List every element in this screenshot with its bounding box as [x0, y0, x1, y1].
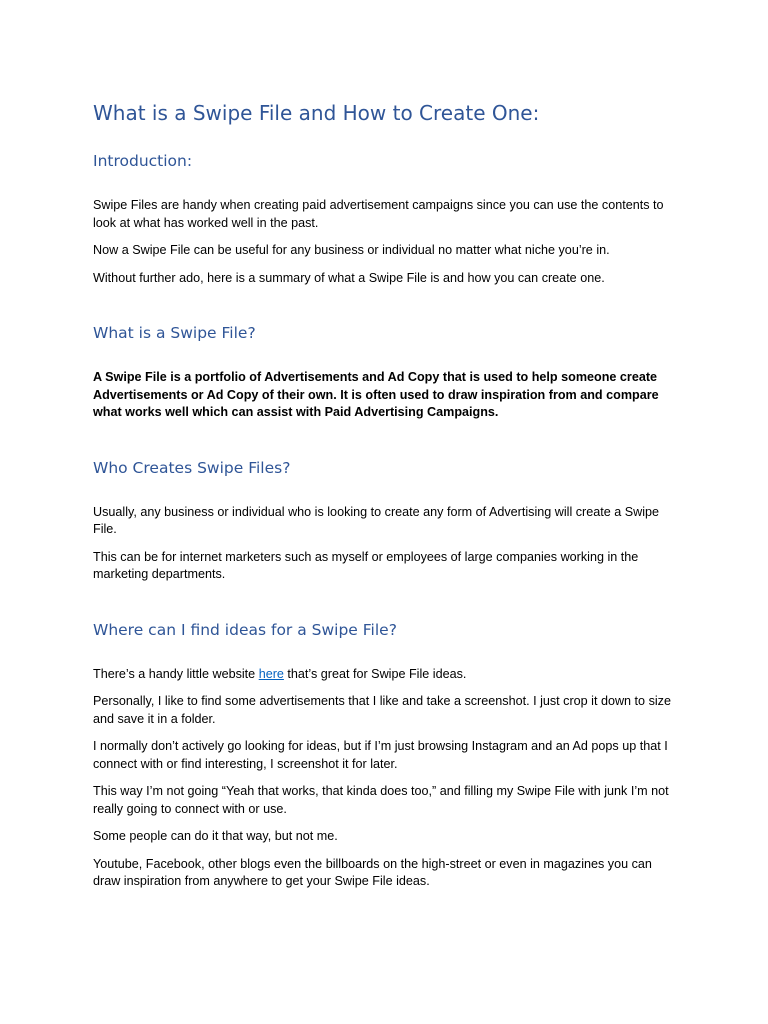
who-paragraph-2: This can be for internet marketers such as myself or employees of large companies working in the marketing departments.	[93, 549, 639, 581]
where-paragraph-5: Some people can do it that way, but not me.	[93, 829, 338, 843]
what-paragraph-1: A Swipe File is a portfolio of Advertisements and Ad Copy that is used to help someone create Advertisements or Ad Copy of their own. It is often used to draw inspiration from and compare what works well which can assist with Paid Advertising Campaigns.	[93, 370, 659, 419]
where-paragraph-1-after: that’s great for Swipe File ideas.	[283, 666, 467, 681]
where-paragraph-3: I normally don’t actively go looking for ideas, but if I’m just browsing Instagram and an Ad pops up that I connect with or find interesting, I screenshot it for later.	[93, 739, 668, 771]
where-paragraph-2: Personally, I like to find some advertisements that I like and take a screenshot. I just crop it down to size and save it in a folder.	[93, 694, 671, 726]
intro-paragraph-3: Without further ado, here is a summary of what a Swipe File is and how you can create one.	[93, 270, 605, 285]
where-paragraph-6: Youtube, Facebook, other blogs even the billboards on the high-street or even in magazines you can draw inspiration from anywhere to get your Swipe File ideas.	[93, 856, 652, 888]
intro-paragraph-1: Swipe Files are handy when creating paid advertisement campaigns since you can use the contents to look at what has worked well in the past.	[93, 198, 664, 230]
where-paragraph-1-before: There’s a handy little website	[93, 666, 259, 681]
document-title: What is a Swipe File and How to Create One:	[93, 101, 540, 125]
where-paragraph-4: This way I’m not going “Yeah that works, that kinda does too,” and filling my Swipe File with junk I’m not really going to connect with or use.	[93, 784, 669, 816]
heading-who-creates: Who Creates Swipe Files?	[93, 458, 291, 477]
who-paragraph-1: Usually, any business or individual who is looking to create any form of Advertising will create a Swipe File.	[93, 504, 660, 536]
heading-what-is-swipe-file: What is a Swipe File?	[93, 324, 256, 342]
intro-paragraph-2: Now a Swipe File can be useful for any business or individual no matter what niche you’re in.	[93, 243, 610, 257]
heading-introduction: Introduction:	[93, 152, 193, 170]
heading-where-ideas: Where can I find ideas for a Swipe File?	[93, 620, 397, 639]
document-page	[93, 100, 678, 891]
here-link[interactable]: here	[258, 666, 284, 681]
where-paragraph-1	[93, 666, 678, 684]
